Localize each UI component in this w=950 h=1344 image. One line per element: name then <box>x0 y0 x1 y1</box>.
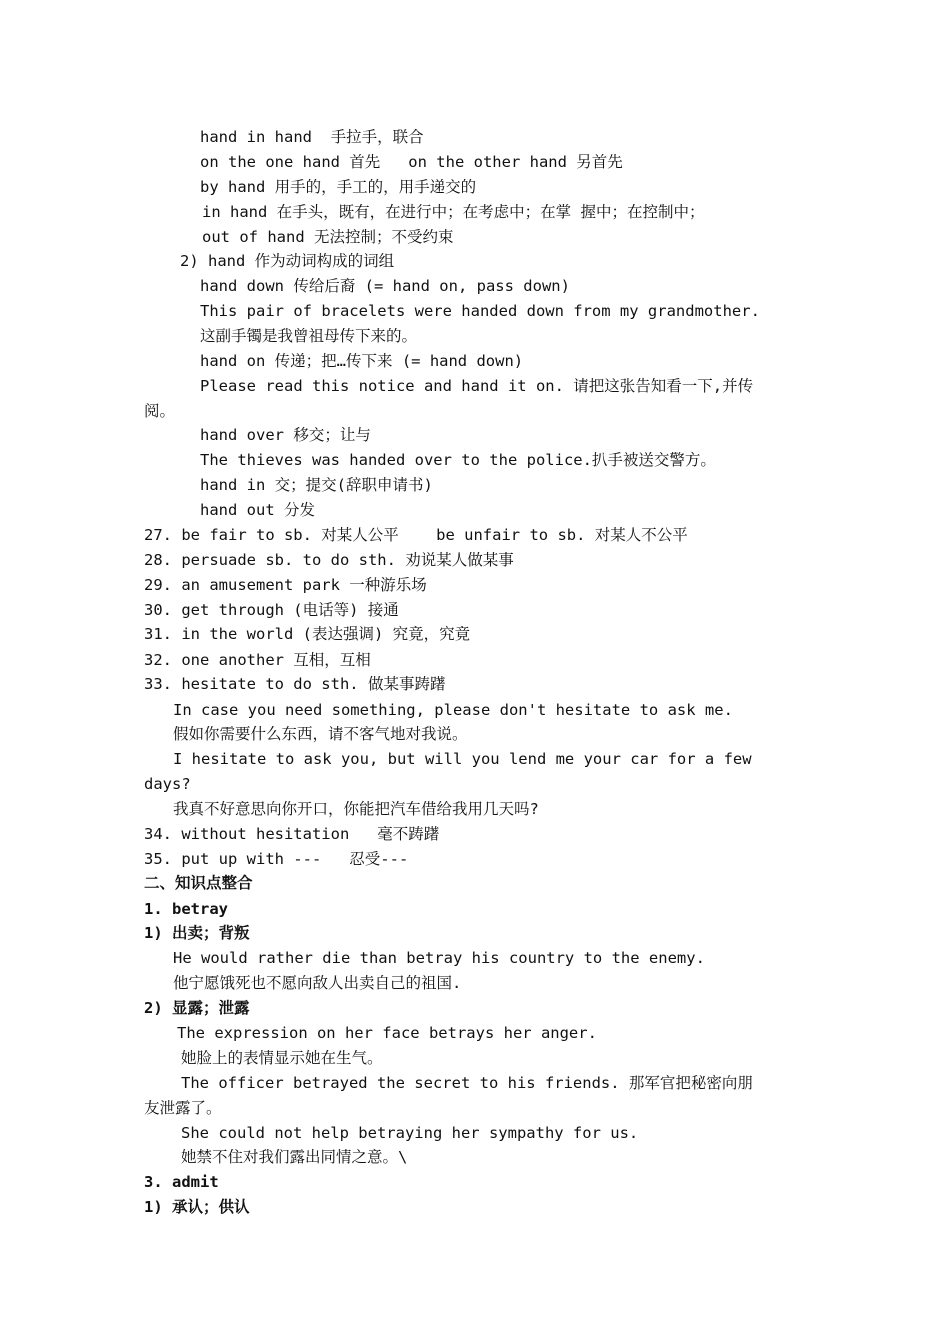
example-sentence-zh: 她禁不住对我们露出同情之意。\ <box>181 1148 408 1166</box>
example-sentence-en: She could not help betraying her sympathy for us. <box>181 1124 639 1142</box>
example-sentence-continuation: days? <box>144 775 191 793</box>
list-item-31: 31. in the world (表达强调) 究竟，究竟 <box>144 625 471 643</box>
example-sentence-en: The thieves was handed over to the police.扒手被送交警方。 <box>200 451 716 469</box>
list-item-32: 32. one another 互相，互相 <box>144 651 371 669</box>
example-sentence-en: This pair of bracelets were handed down from my grandmother. <box>200 302 760 320</box>
example-sentence-line: The officer betrayed the secret to his friends. 那军官把秘密向朋 <box>181 1074 753 1092</box>
sense-heading: 2) 显露；泄露 <box>144 999 250 1017</box>
list-item-29: 29. an amusement park 一种游乐场 <box>144 576 427 594</box>
example-sentence-zh: 这副手镯是我曾祖母传下来的。 <box>200 327 418 345</box>
phrase-by-hand: by hand 用手的，手工的，用手递交的 <box>200 178 477 196</box>
example-sentence-line: I hesitate to ask you, but will you lend me your car for a few <box>173 750 752 768</box>
phrase-hand-on: hand on 传递；把…传下来 (= hand down) <box>200 352 524 370</box>
example-sentence-en: The expression on her face betrays her anger. <box>177 1024 597 1042</box>
sense-heading: 1) 出卖；背叛 <box>144 924 250 942</box>
phrase-hand-out: hand out 分发 <box>200 501 315 519</box>
section-heading: 二、知识点整合 <box>144 874 253 892</box>
example-sentence-continuation: 阅。 <box>144 402 176 420</box>
sense-heading: 1) 承认；供认 <box>144 1198 250 1216</box>
phrase-hand-in-hand: hand in hand 手拉手，联合 <box>200 128 424 146</box>
phrase-hand-over: hand over 移交；让与 <box>200 426 371 444</box>
list-item-27: 27. be fair to sb. 对某人公平 be unfair to sb. 对某人不公平 <box>144 526 688 544</box>
example-sentence-en: In case you need something, please don't hesitate to ask me. <box>173 701 733 719</box>
example-sentence-en: He would rather die than betray his country to the enemy. <box>173 949 705 967</box>
example-sentence-zh: 她脸上的表情显示她在生气。 <box>181 1049 383 1067</box>
list-item-35: 35. put up with --- 忍受--- <box>144 850 409 868</box>
list-item-28: 28. persuade sb. to do sth. 劝说某人做某事 <box>144 551 514 569</box>
phrase-out-of-hand: out of hand 无法控制；不受约束 <box>202 228 454 246</box>
example-sentence-continuation: 友泄露了。 <box>144 1099 222 1117</box>
example-sentence-zh: 假如你需要什么东西，请不客气地对我说。 <box>173 725 468 743</box>
list-item-33: 33. hesitate to do sth. 做某事踌躇 <box>144 675 446 693</box>
phrase-in-hand: in hand 在手头，既有，在进行中；在考虑中；在掌 握中；在控制中； <box>202 203 705 221</box>
subheading-hand-verb: 2) hand 作为动词构成的词组 <box>180 252 395 270</box>
example-sentence-line: Please read this notice and hand it on. 请把这张告知看一下,并传 <box>200 377 754 395</box>
entry-heading-betray: 1. betray <box>144 900 228 918</box>
entry-heading-admit: 3. admit <box>144 1173 219 1191</box>
example-sentence-zh: 我真不好意思向你开口，你能把汽车借给我用几天吗? <box>173 800 539 818</box>
list-item-30: 30. get through (电话等) 接通 <box>144 601 399 619</box>
phrase-hand-down: hand down 传给后裔 (= hand on, pass down) <box>200 277 570 295</box>
phrase-hand-in: hand in 交；提交(辞职申请书) <box>200 476 433 494</box>
example-sentence-zh: 他宁愿饿死也不愿向敌人出卖自己的祖国. <box>173 974 462 992</box>
phrase-on-the-one-hand: on the one hand 首先 on the other hand 另首先 <box>200 153 623 171</box>
list-item-34: 34. without hesitation 毫不踌躇 <box>144 825 440 843</box>
